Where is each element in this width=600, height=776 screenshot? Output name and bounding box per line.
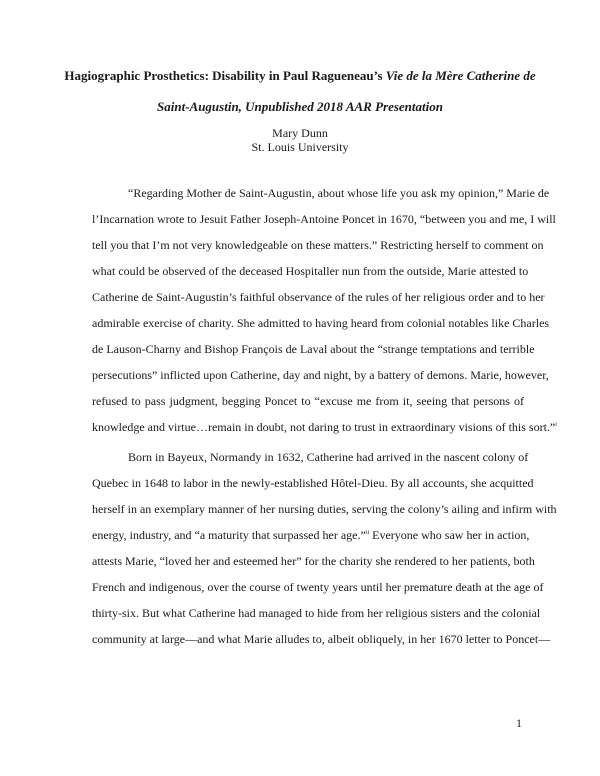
p2-line-7: thirty-six. But what Catherine had managed to hide from her religious sisters and the colonial (92, 606, 541, 620)
p2-line-8: community at large—and what Marie alludes to, albeit obliquely, in her 1670 letter to Poncet— (92, 632, 551, 646)
title-bold-text: Hagiographic Prosthetics: Disability in Paul Ragueneau’s (64, 68, 386, 83)
page-number: 1 (516, 716, 522, 730)
p2-line-3: herself in an exemplary manner of her nursing duties, serving the colony’s ailing and infirm with (92, 502, 557, 516)
p1-line-2: l’Incarnation wrote to Jesuit Father Joseph-Antoine Poncet in 1670, “between you and me, I will (92, 212, 556, 226)
p2-line-6: French and indigenous, over the course of twenty years until her premature death at the age of (92, 580, 544, 594)
footnote-ref-i[interactable]: i (555, 422, 557, 428)
p1-line-9: refused to pass judgment, begging Poncet to “excuse me from it, seeing that persons of (92, 394, 524, 408)
title-italic-text: Vie de la Mère Catherine de (385, 68, 536, 83)
p1-line-6: admirable exercise of charity. She admitted to having heard from colonial notables like Charles (92, 316, 550, 330)
p1-line-10-text: knowledge and virtue…remain in doubt, not daring to trust in extraordinary visions of this sort.” (92, 420, 556, 434)
p1-line-10 (92, 420, 557, 435)
p2-line-5: attests Marie, “loved her and esteemed her” for the charity she rendered to her patients, both (92, 554, 535, 568)
p2-line-4 (92, 528, 530, 543)
p2-line-2: Quebec in 1648 to labor in the newly-established Hôtel-Dieu. By all accounts, she acquitted (92, 476, 534, 490)
author-affiliation: St. Louis University (251, 140, 349, 154)
p1-line-4: what could be observed of the deceased Hospitaller nun from the outside, Marie attested to (92, 264, 529, 278)
p2-line-1: Born in Bayeux, Normandy in 1632, Catherine had arrived in the nascent colony of (128, 450, 529, 464)
p1-line-1: “Regarding Mother de Saint-Augustin, about whose life you ask my opinion,” Marie de (128, 186, 550, 200)
p2-line-4-text-b: Everyone who saw her in action, (369, 528, 530, 542)
p1-line-5: Catherine de Saint-Augustin’s faithful observance of the rules of her religious order and to her (92, 290, 545, 304)
p1-line-7: de Lauson-Charny and Bishop François de Laval about the “strange temptations and terrible (92, 342, 535, 356)
title-line-1 (60, 68, 540, 84)
footnote-ref-ii[interactable]: ii (365, 530, 370, 536)
title-line-2: Saint-Augustin, Unpublished 2018 AAR Presentation (157, 99, 443, 114)
p1-line-8: persecutions” inflicted upon Catherine, day and night, by a battery of demons. Marie, however, (92, 368, 549, 382)
p1-line-3: tell you that I’m not very knowledgeable on these matters.” Restricting herself to comment on (92, 238, 544, 252)
p2-line-4-text-a: energy, industry, and “a maturity that surpassed her age.” (92, 528, 366, 542)
author-name: Mary Dunn (272, 126, 328, 140)
